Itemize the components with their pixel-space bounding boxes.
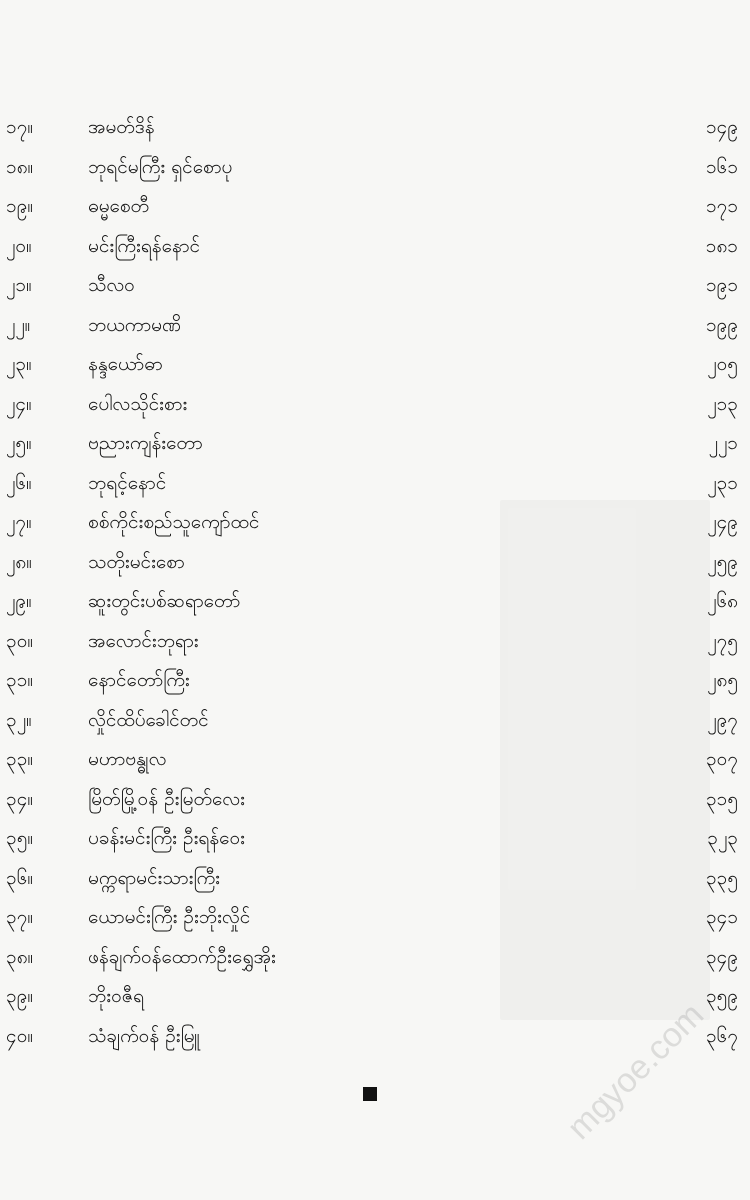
chapter-number: ၃၉။	[6, 985, 34, 1007]
page-number: ၂၃၁	[707, 471, 738, 494]
toc-entry[interactable]	[0, 859, 750, 899]
toc-entry[interactable]	[0, 543, 750, 583]
page-number: ၃၆၇	[705, 1024, 738, 1047]
chapter-title: နောင်တော်ကြီး	[88, 669, 190, 691]
chapter-title: သတိုးမင်းစော	[88, 550, 185, 573]
page-number: ၃၃၅	[705, 866, 738, 889]
toc-entry[interactable]	[0, 266, 750, 306]
toc-entry[interactable]	[0, 503, 750, 543]
toc-entry[interactable]	[0, 701, 750, 741]
page-number: ၂၆၈	[707, 590, 738, 612]
chapter-number: ၃၅။	[6, 827, 34, 849]
chapter-number: ၃၈။	[6, 945, 34, 968]
chapter-title: သံချက်ဝန် ဦးမြူ	[88, 1024, 201, 1047]
page-number: ၂၁၃	[707, 392, 738, 415]
toc-entry[interactable]	[0, 306, 750, 346]
page-number: ၃၄၉	[705, 945, 738, 968]
chapter-title: လှိုင်ထိပ်ခေါင်တင်	[88, 708, 209, 731]
page-number: ၂၄၉	[707, 511, 738, 533]
page-number: ၂၇၅	[707, 629, 738, 652]
chapter-number: ၂၃။	[6, 353, 32, 375]
toc-entry[interactable]	[0, 148, 750, 188]
page-number: ၁၈၁	[705, 234, 738, 257]
page-number: ၂၈၅	[707, 669, 738, 691]
chapter-title: ဖန်ချက်ဝန်ထောက်ဦးရွှေအိုး	[88, 945, 276, 968]
page-number: ၂၂၁	[708, 432, 738, 454]
toc-entry[interactable]	[0, 740, 750, 780]
chapter-number: ၂၂။	[6, 313, 31, 336]
toc-entry[interactable]	[0, 898, 750, 938]
page-number: ၂၅၉	[707, 550, 738, 573]
chapter-number: ၃၇။	[6, 906, 34, 928]
chapter-title: ဘိုးဝဇီရ	[88, 985, 144, 1007]
chapter-title: မက္ကရာမင်းသားကြီး	[88, 866, 220, 889]
chapter-number: ၁၈။	[6, 155, 34, 178]
chapter-title: ပေါလသိုင်းစား	[88, 392, 188, 415]
chapter-title: ဗညားကျန်းတော	[88, 432, 203, 454]
toc-entry[interactable]	[0, 582, 750, 622]
chapter-title: နန္ဒယော်ဓာ	[88, 353, 163, 375]
chapter-number: ၃၄။	[6, 787, 34, 810]
toc-entry[interactable]	[0, 227, 750, 267]
toc-entry[interactable]	[0, 464, 750, 504]
chapter-title: ဘယကာမဏိ	[88, 313, 182, 336]
page-number: ၁၇၁	[705, 195, 738, 217]
chapter-title: ပခန်းမင်းကြီး ဦးရန်ဝေး	[88, 827, 245, 849]
chapter-number: ၂၄။	[6, 392, 32, 415]
page-number: ၂၉၇	[707, 708, 738, 731]
chapter-number: ၂၀။	[6, 234, 32, 257]
chapter-number: ၃၂။	[6, 708, 32, 731]
page-number: ၃၅၉	[705, 985, 738, 1007]
page-number: ၃၀၇	[705, 748, 738, 770]
toc-entry[interactable]	[0, 622, 750, 662]
chapter-number: ၂၇။	[6, 511, 32, 533]
page-number: ၁၆၁	[705, 155, 738, 178]
toc-entry[interactable]	[0, 385, 750, 425]
page-number: ၃၁၅	[705, 787, 738, 810]
chapter-title: မင်းကြီးရန်နောင်	[88, 234, 201, 257]
chapter-number: ၁၉။	[6, 195, 34, 217]
toc-entry[interactable]	[0, 187, 750, 227]
chapter-number: ၂၆။	[6, 471, 32, 494]
page-number: ၁၄၉	[705, 116, 738, 138]
chapter-title: ဘုရင့်နောင်	[88, 471, 167, 494]
chapter-title: ဓမ္မစေတီ	[88, 195, 150, 217]
chapter-title: ဘုရင်မကြီး ရှင်စောပု	[88, 155, 233, 178]
chapter-title: ဆူးတွင်းပစ်ဆရာတော်	[88, 590, 241, 612]
page-number: ၃၄၁	[705, 906, 738, 928]
toc-entry[interactable]	[0, 780, 750, 820]
chapter-number: ၂၉။	[6, 590, 32, 612]
chapter-title: အလောင်းဘုရား	[88, 629, 199, 652]
chapter-title: ယောမင်းကြီး ဦးဘိုးလှိုင်	[88, 906, 251, 928]
chapter-number: ၃၀။	[6, 629, 34, 652]
end-square-mark	[363, 1087, 377, 1101]
toc-entry[interactable]	[0, 345, 750, 385]
chapter-number: ၂၅။	[6, 432, 32, 454]
toc-entry[interactable]	[0, 977, 750, 1017]
chapter-title: မဟာဗန္ဓုလ	[88, 748, 167, 770]
chapter-title: စစ်ကိုင်းစည်သူကျော်ထင်	[88, 511, 260, 533]
chapter-number: ၂၁။	[6, 274, 32, 296]
toc-entry[interactable]	[0, 661, 750, 701]
chapter-number: ၂၈။	[6, 550, 32, 573]
table-of-contents	[0, 108, 750, 1056]
chapter-title: အမတ်ဒိန်	[88, 116, 155, 138]
toc-entry[interactable]	[0, 819, 750, 859]
chapter-number: ၃၆။	[6, 866, 34, 889]
toc-entry[interactable]	[0, 938, 750, 978]
chapter-number: ၁၇။	[6, 116, 34, 138]
chapter-number: ၃၃။	[6, 748, 34, 770]
chapter-number: ၄၀။	[6, 1024, 34, 1047]
chapter-title: သီလဝ	[88, 274, 135, 296]
page-number: ၃၂၃	[707, 827, 738, 849]
page-number: ၁၉၁	[705, 274, 738, 296]
chapter-title: မြိတ်မြို့ဝန် ဦးမြတ်လေး	[88, 787, 245, 810]
chapter-number: ၃၁။	[6, 669, 34, 691]
page-number: ၂၀၅	[707, 353, 738, 375]
toc-entry[interactable]	[0, 108, 750, 148]
page-number: ၁၉၉	[705, 313, 738, 336]
toc-entry[interactable]	[0, 424, 750, 464]
watermark-text: mgyoe.com	[560, 995, 712, 1147]
